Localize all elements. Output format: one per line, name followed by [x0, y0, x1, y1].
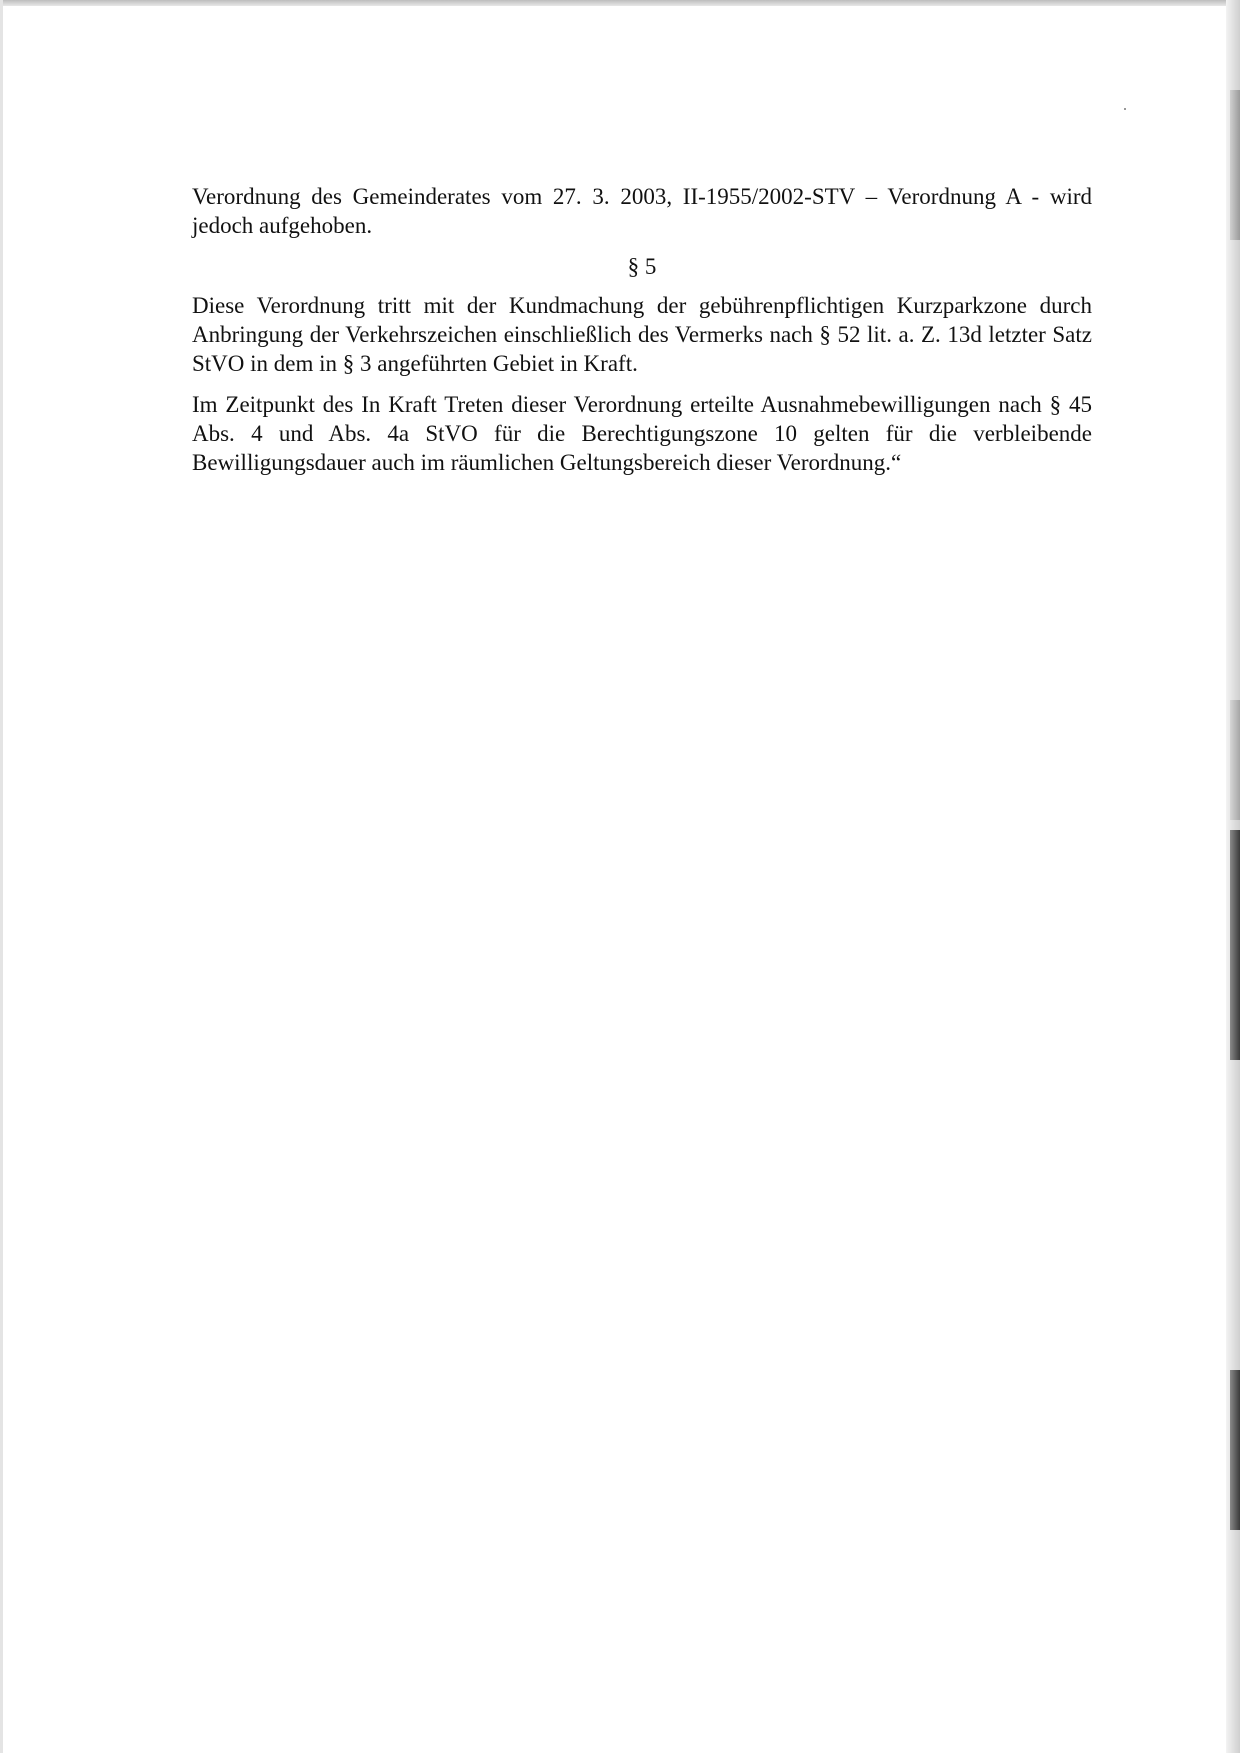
scan-shadow-band — [1230, 700, 1240, 820]
scan-left-edge — [0, 0, 3, 1753]
scan-top-edge — [0, 0, 1240, 6]
scan-right-edge — [1226, 0, 1240, 1753]
document-body — [192, 182, 1092, 489]
scan-shadow-band — [1230, 1370, 1240, 1530]
section-heading: § 5 — [627, 254, 657, 279]
scan-speck — [1124, 108, 1126, 110]
paragraph-exemptions: Im Zeitpunkt des In Kraft Treten dieser Verordnung erteilte Ausnahmebewilligungen nach § 45 Abs. 4 und Abs. 4a StVO für die Berechtigungszone 10 gelten für die verbleibende Bewilligungsdauer auch im räumlichen Geltungsbereich dieser Verordnung.“ — [192, 392, 1092, 475]
scan-shadow-band — [1230, 90, 1240, 240]
scan-shadow-band — [1230, 830, 1240, 1060]
paragraph-repeal: Verordnung des Gemeinderates vom 27. 3. 2003, II-1955/2002-STV – Verordnung A - wird jedoch aufgehoben. — [192, 184, 1092, 238]
paragraph-entry-into-force: Diese Verordnung tritt mit der Kundmachung der gebührenpflichtigen Kurzparkzone durch Anbringung der Verkehrszeichen einschließlich des Vermerks nach § 52 lit. a. Z. 13d letzter Satz StVO in dem in § 3 angeführten Gebiet in Kraft. — [192, 293, 1092, 376]
